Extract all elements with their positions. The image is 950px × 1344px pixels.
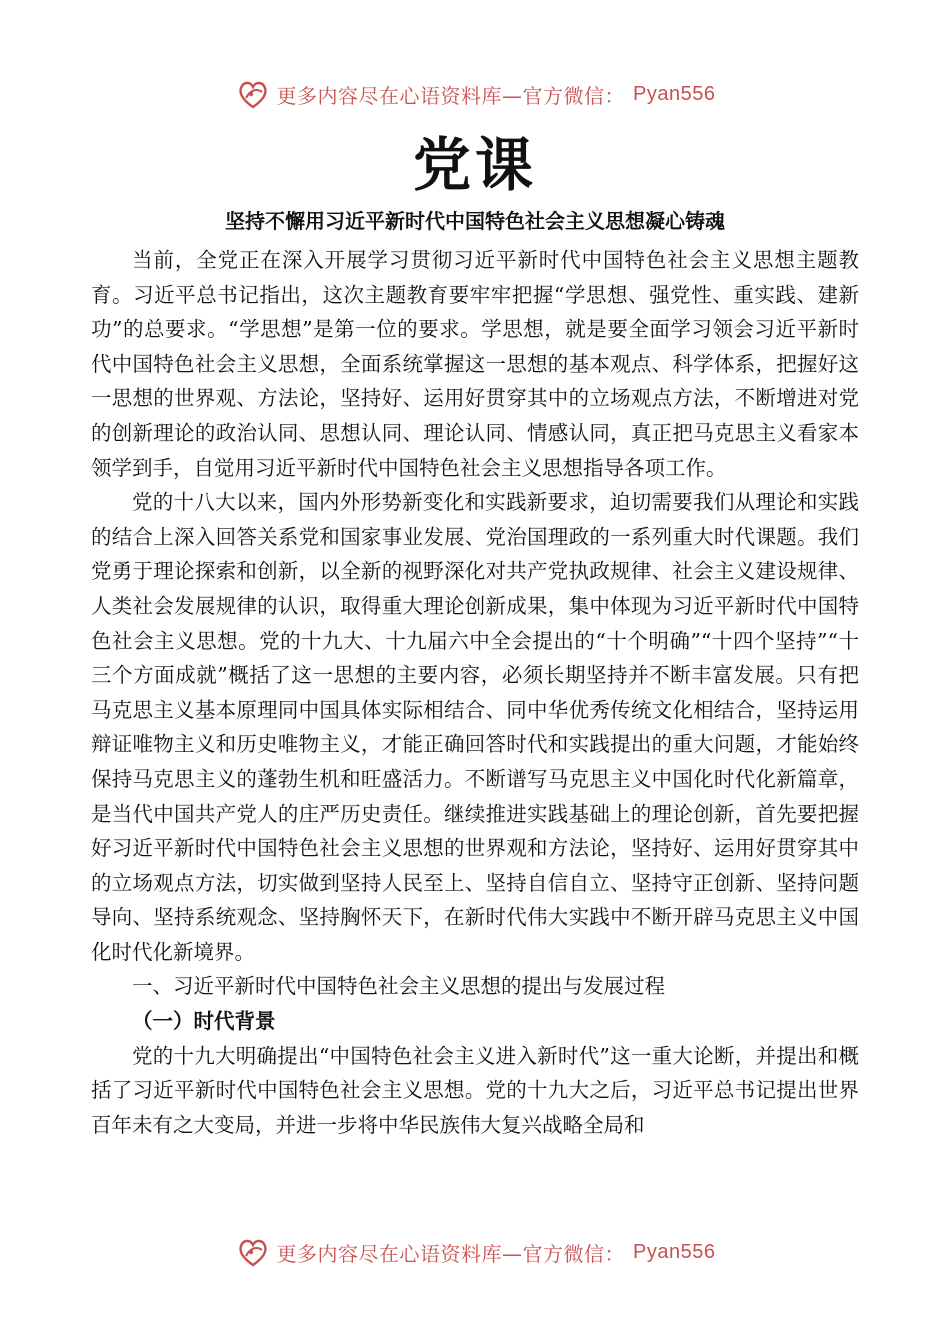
subsection-heading: （一）时代背景 <box>132 1009 276 1034</box>
heart-swirl-logo-icon <box>235 1234 271 1270</box>
watermark-text: 更多内容尽在心语资料库—官方微信： <box>276 83 626 108</box>
body-paragraph: 党的十八大以来，国内外形势新变化和实践新要求，迫切需要我们从理论和实践的结合上深入回答关系党和国家事业发展、党治国理政的一系列重大时代课题。我们党勇于理论探索和创新，以全新的视野深化对共产党执政规律、社会主义建设规律、人类社会发展规律的认识，取得重大理论创新成果，集中体现为习近平新时代中国特色社会主义思想。党的十九大、十九届六中全会提出的“十个明确”“十四个坚持”“十三个方面成就”概括了这一思想的主要内容，必须长期坚持并不断丰富发展。只有把马克思主义基本原理同中国具体实际相结合、同中华优秀传统文化相结合，坚持运用辩证唯物主义和历史唯物主义，才能正确回答时代和实践提出的重大问题，才能始终保持马克思主义的蓬勃生机和旺盛活力。不断谱写马克思主义中国化时代化新篇章，是当代中国共产党人的庄严历史责任。继续推进实践基础上的理论创新，首先要把握好习近平新时代中国特色社会主义思想的世界观和方法论，坚持好、运用好贯穿其中的立场观点方法，切实做到坚持人民至上、坚持自信自立、坚持守正创新、坚持问题导向、坚持系统观念、坚持胸怀天下，在新时代伟大实践中不断开辟马克思主义中国化时代化新境界。 <box>91 490 859 964</box>
watermark-text: 更多内容尽在心语资料库—官方微信： <box>276 1241 626 1266</box>
document-subtitle: 坚持不懈用习近平新时代中国特色社会主义思想凝心铸魂 <box>225 209 725 233</box>
document-title: 党课 <box>412 131 537 199</box>
watermark-wechat-id: Pyan556 <box>633 82 716 105</box>
heart-swirl-logo-icon <box>235 76 271 112</box>
watermark-wechat-id: Pyan556 <box>633 1240 716 1263</box>
body-paragraph: 当前，全党正在深入开展学习贯彻习近平新时代中国特色社会主义思想主题教育。习近平总书记指出，这次主题教育要牢牢把握“学思想、强党性、重实践、建新功”的总要求。“学思想”是第一位的要求。学思想，就是要全面学习领会习近平新时代中国特色社会主义思想，全面系统掌握这一思想的基本观点、科学体系，把握好这一思想的世界观、方法论，坚持好、运用好贯穿其中的立场观点方法，不断增进对党的创新理论的政治认同、思想认同、理论认同、情感认同，真正把马克思主义看家本领学到手，自觉用习近平新时代中国特色社会主义思想指导各项工作。 <box>91 248 859 480</box>
section-heading: 一、习近平新时代中国特色社会主义思想的提出与发展过程 <box>132 974 665 999</box>
header-watermark <box>0 74 950 114</box>
body-paragraph: 党的十九大明确提出“中国特色社会主义进入新时代”这一重大论断，并提出和概括了习近平新时代中国特色社会主义思想。党的十九大之后，习近平总书记提出世界百年未有之大变局，并进一步将中华民族伟大复兴战略全局和 <box>91 1043 859 1137</box>
footer-watermark <box>0 1232 950 1272</box>
document-body <box>91 243 859 1142</box>
